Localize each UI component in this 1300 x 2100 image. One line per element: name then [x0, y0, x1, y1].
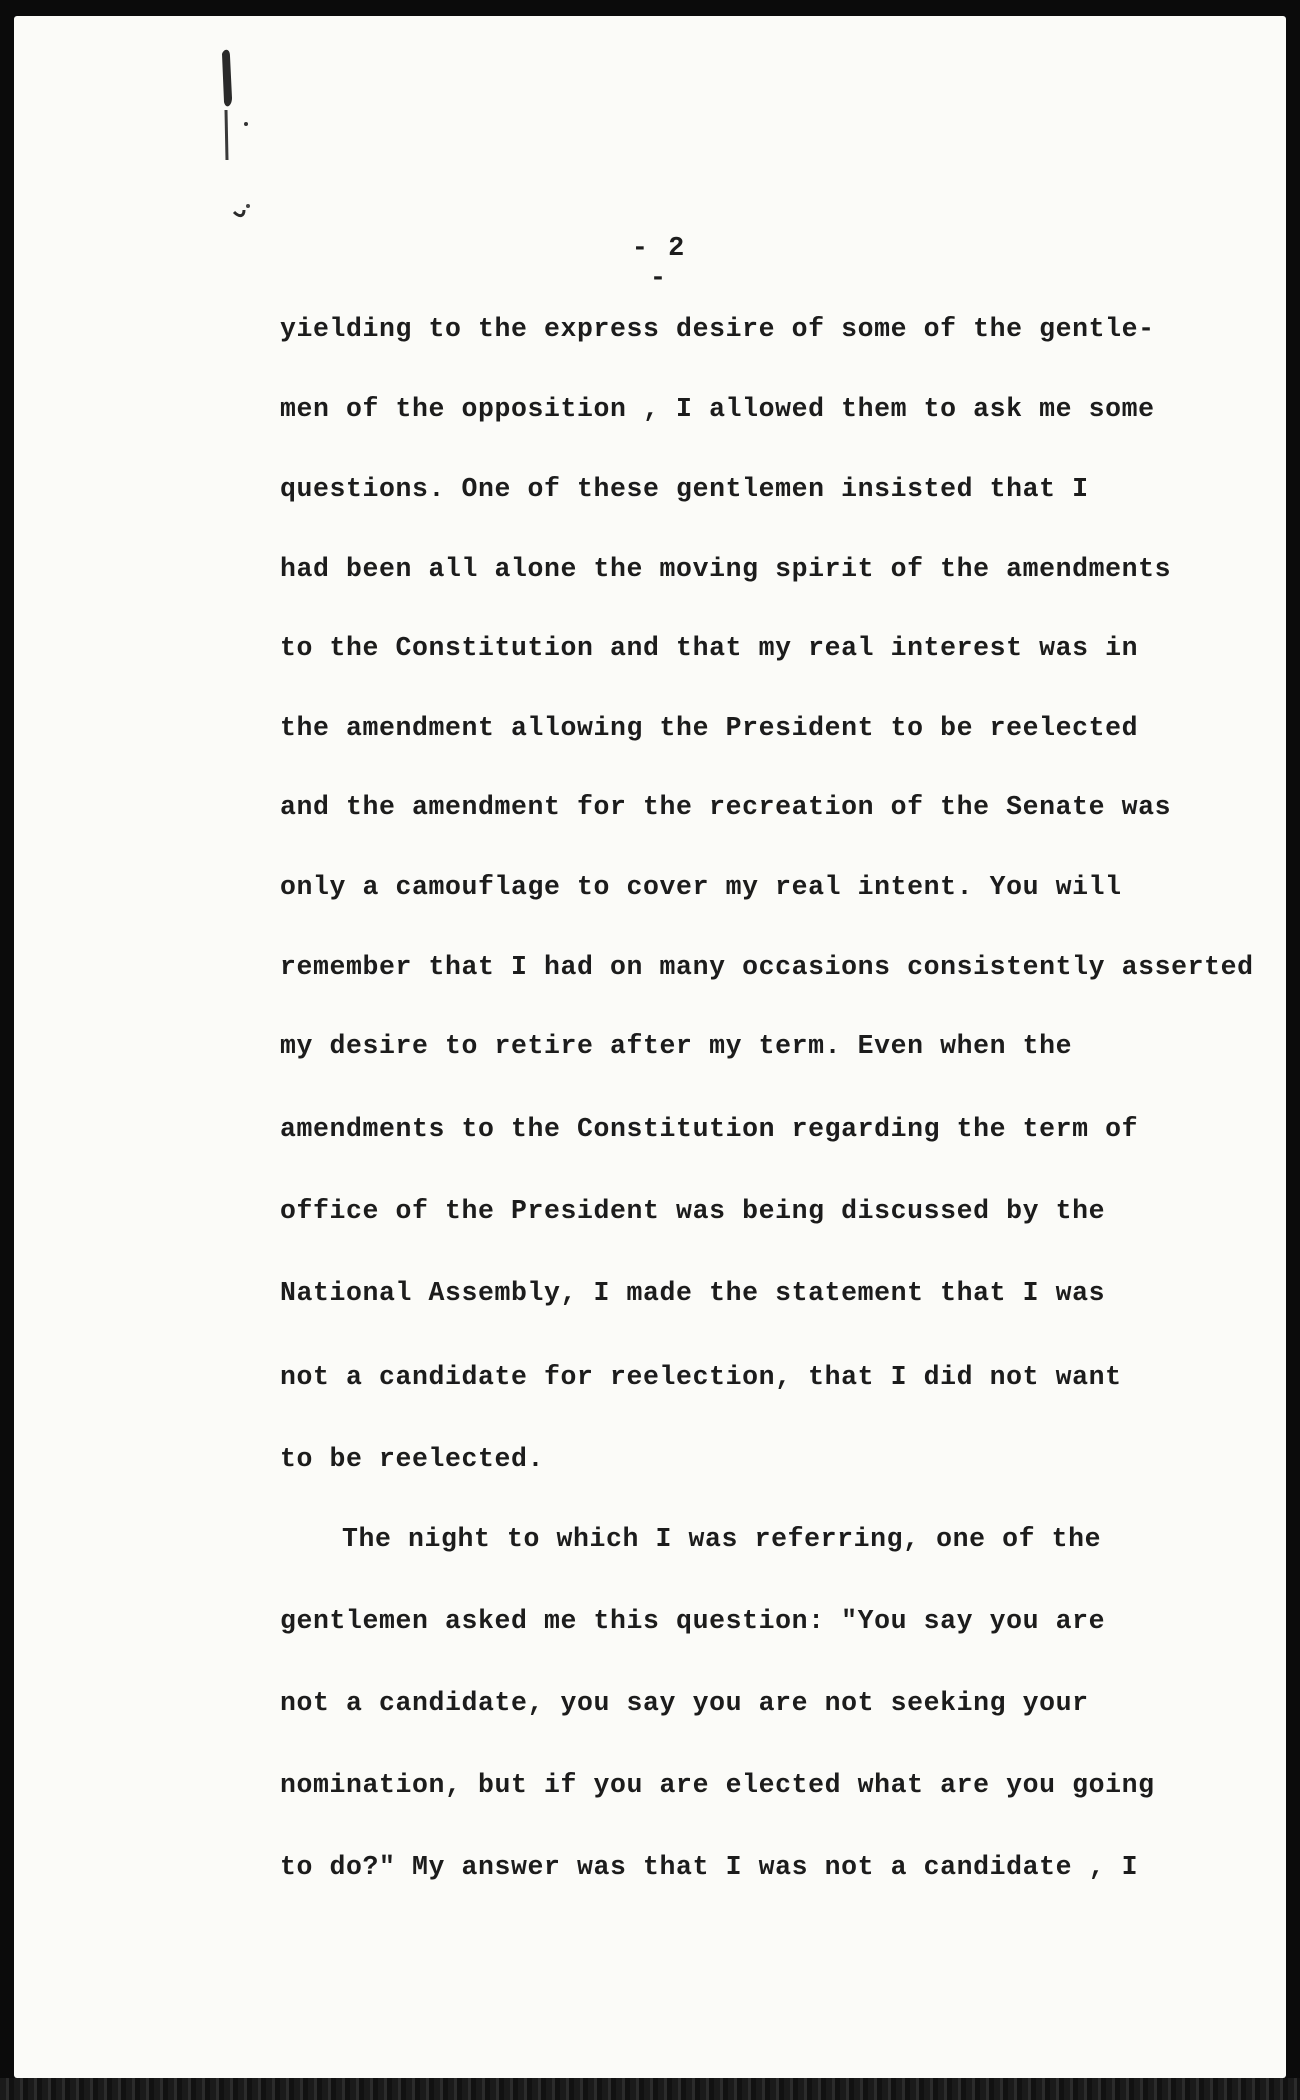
text-line: amendments to the Constitution regarding the term of [280, 1114, 1139, 1144]
scan-bottom-edge [0, 2078, 1300, 2100]
text-line: to be reelected. [280, 1444, 545, 1474]
text-line: had been all alone the moving spirit of the amendments [280, 554, 1172, 584]
text-line: office of the President was being discussed by the [280, 1196, 1106, 1226]
text-line: gentlemen asked me this question: "You say you are [280, 1606, 1106, 1636]
page-number: - 2 - [631, 234, 687, 294]
text-line: not a candidate for reelection, that I did not want [280, 1362, 1122, 1392]
text-line: my desire to retire after my term. Even when the [280, 1031, 1073, 1061]
text-line: the amendment allowing the President to be reelected [280, 713, 1139, 743]
text-line: to the Constitution and that my real interest was in [280, 633, 1139, 663]
ink-smudge-mark [210, 40, 280, 230]
text-line: not a candidate, you say you are not seeking your [280, 1688, 1089, 1718]
text-line: nomination, but if you are elected what are you going [280, 1770, 1155, 1800]
text-line: remember that I had on many occasions consistently asserted [280, 952, 1254, 982]
text-line: and the amendment for the recreation of the Senate was [280, 792, 1172, 822]
document-page [14, 16, 1286, 2078]
text-line: only a camouflage to cover my real intent. You will [280, 872, 1122, 902]
text-line: yielding to the express desire of some of the gentle- [280, 314, 1155, 344]
text-line: National Assembly, I made the statement that I was [280, 1278, 1106, 1308]
text-line: men of the opposition , I allowed them to ask me some [280, 394, 1155, 424]
text-line: questions. One of these gentlemen insisted that I [280, 474, 1089, 504]
text-line: to do?" My answer was that I was not a candidate , I [280, 1852, 1139, 1882]
text-line: The night to which I was referring, one of the [342, 1524, 1102, 1554]
